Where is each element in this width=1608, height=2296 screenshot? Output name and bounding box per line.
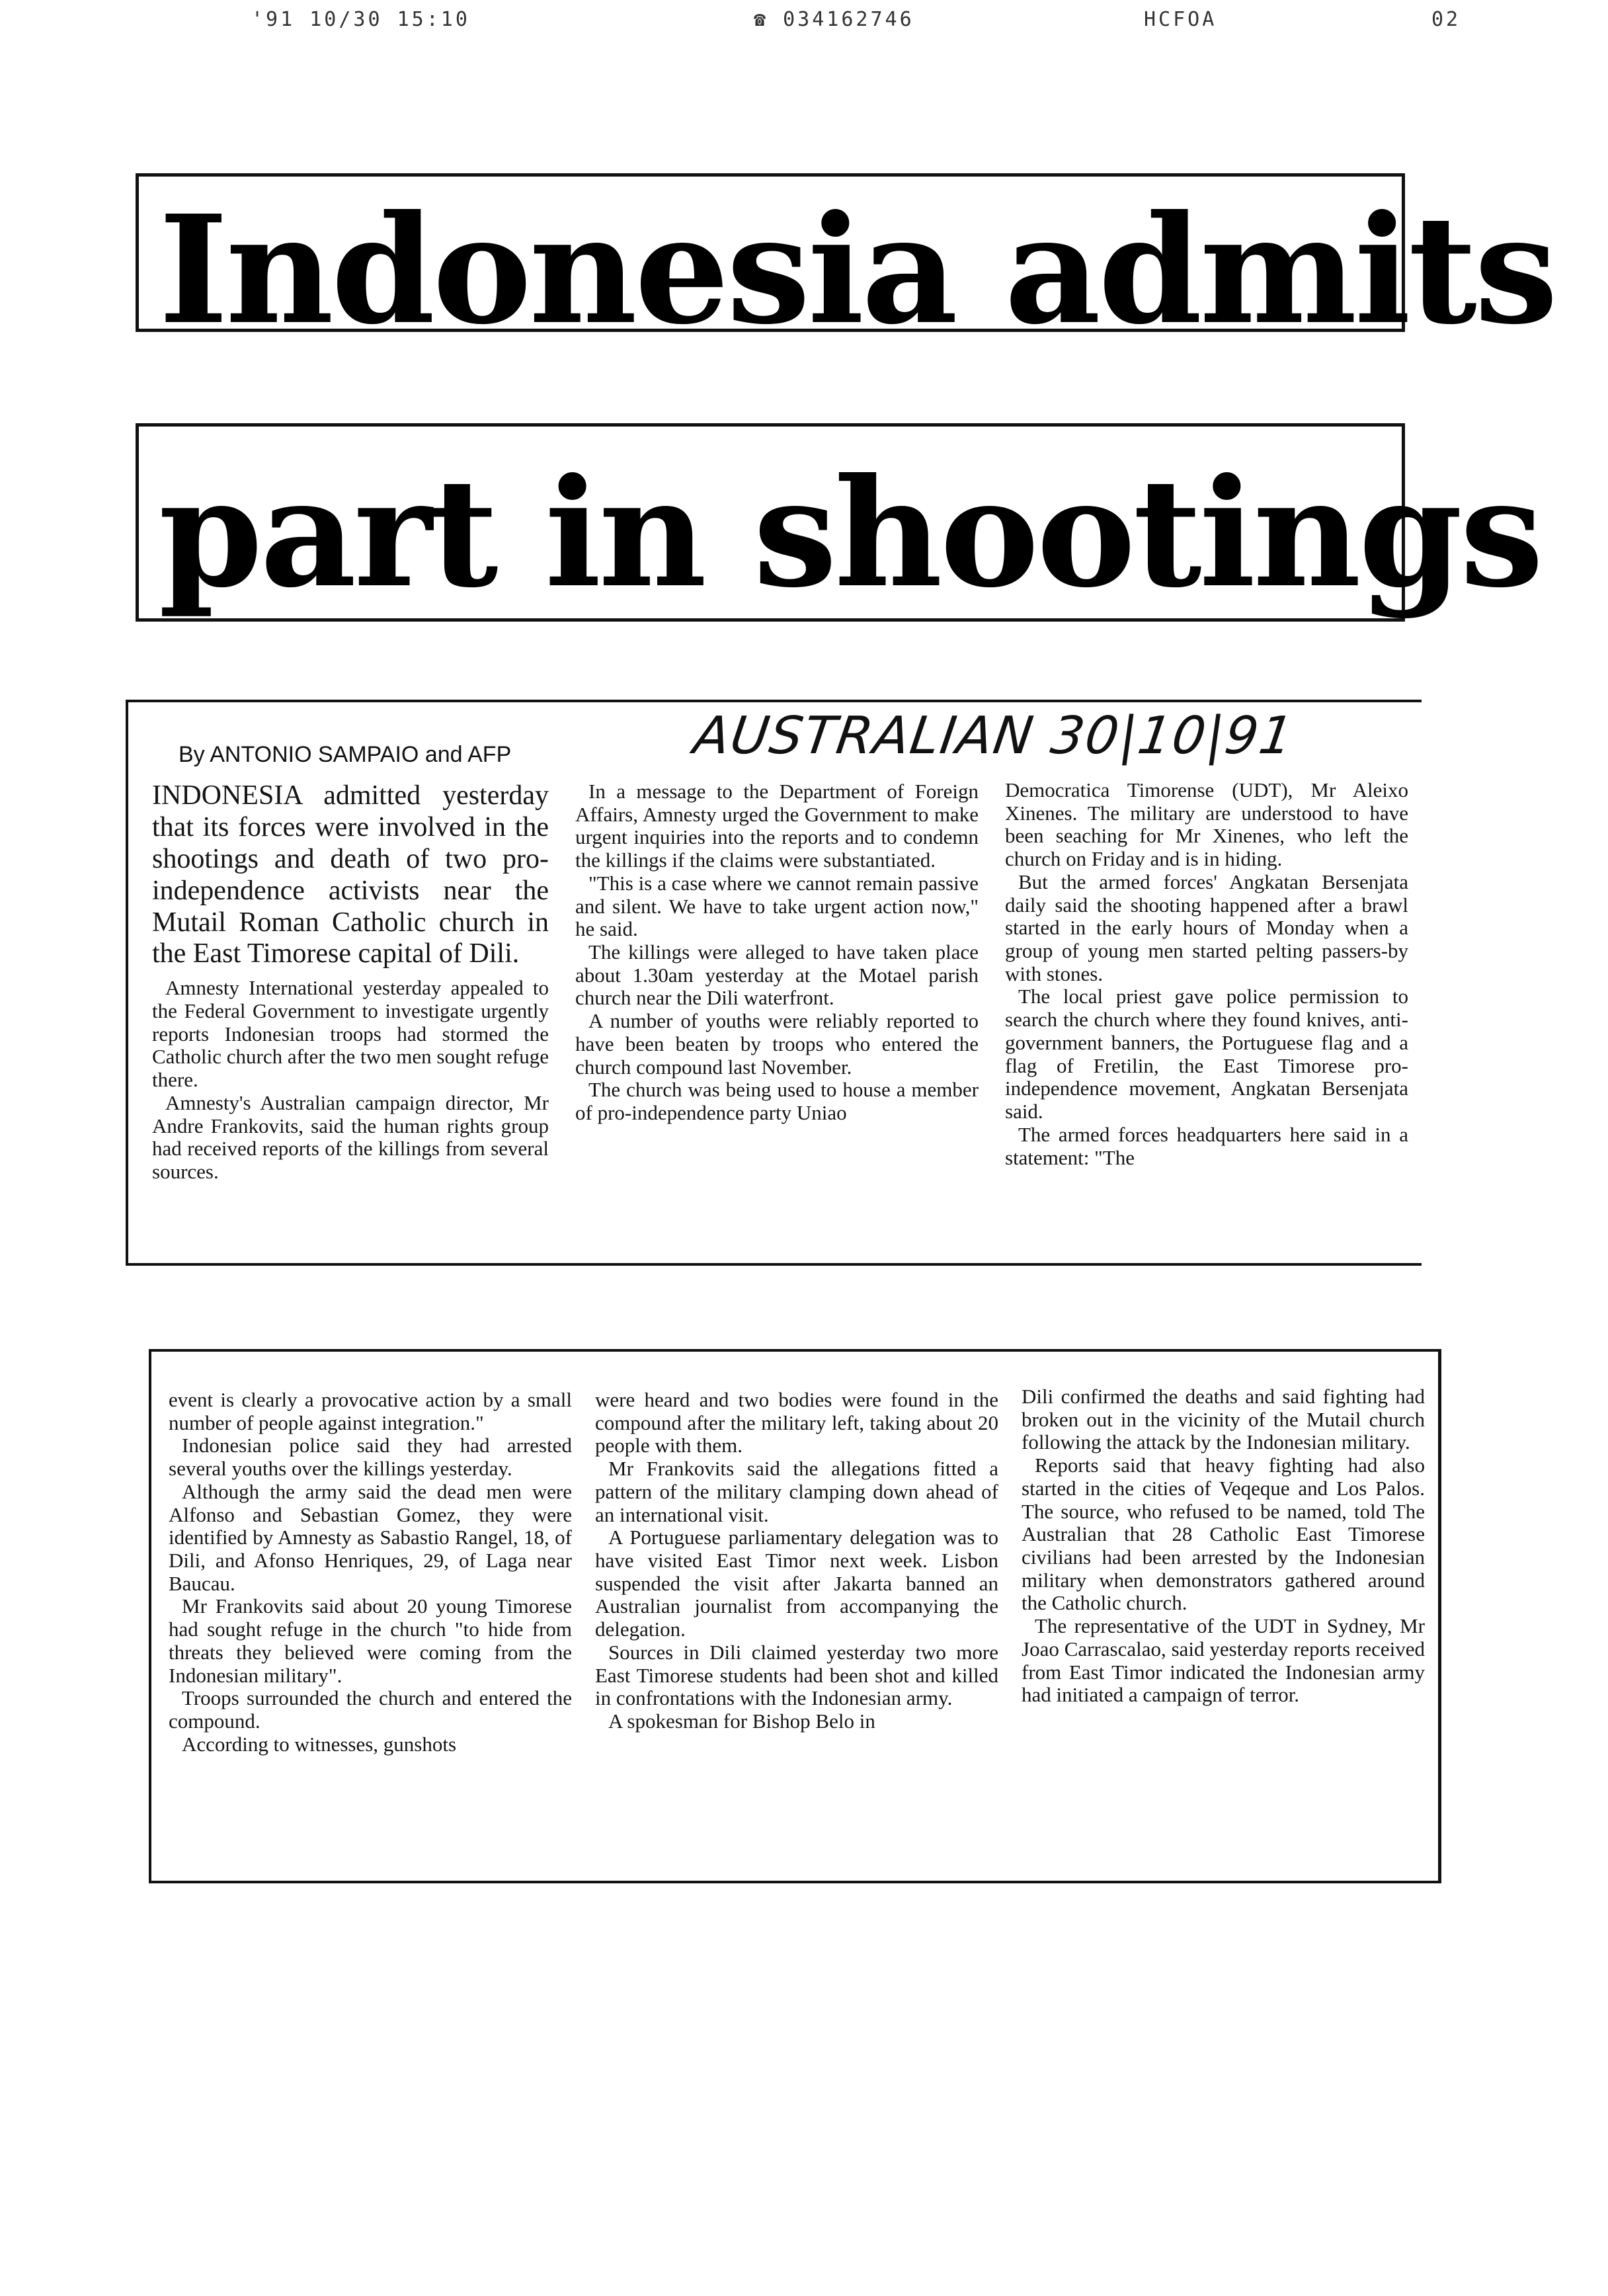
paragraph: The representative of the UDT in Sydney, Mr Joao Carrascalao, said yesterday reports received from East Timor indicated the Indonesian army had initiated a campaign of terror. [1022,1614,1425,1707]
paragraph: The church was being used to house a member of pro-independence party Uniao [575,1078,979,1125]
fax-page-number: 02 [1431,8,1461,31]
fax-sender-code: HCFOA [1144,8,1217,31]
paragraph: Amnesty International yesterday appealed to the Federal Government to investigate urgently reports Indonesian troops had stormed the Catholic church after the two men sought refuge there. [152,976,549,1092]
paragraph: The armed forces headquarters here said in a statement: "The [1005,1122,1408,1169]
paragraph: "This is a case where we cannot remain passive and silent. We have to take urgent action now," he said. [575,871,979,941]
paragraph: Amnesty's Australian campaign director, Mr Andre Frankovits, said the human rights group had received reports of the killings from several sources. [152,1090,549,1183]
lead-paragraph-text: INDONESIA admitted yesterday that its forces were involved in the shootings and death of two pro-independence activists near the Mutail Roman Catholic church in the East Timorese capital of Dili. [152,780,549,969]
headline-box-1 [136,173,1556,358]
paragraph: But the armed forces' Angkatan Bersenjata daily said the shooting happened after a brawl started in the early hours of Monday when a group of young men started pelting passers-by with stones. [1005,870,1408,985]
paragraph: A Portuguese parliamentary delegation was to have visited East Timor next week. Lisbon suspended the visit after Jakarta banned an Australian journalist from accompanying the delegation. [595,1526,998,1641]
headline-box-2 [136,423,1541,622]
paragraph: event is clearly a provocative action by a small number of people against integration." [169,1388,572,1434]
article-column-6 [1022,1385,1425,1707]
paragraph: Although the army said the dead men were Alfonso and Sebastian Gomez, they were identified by Amnesty as Sabastio Rangel, 18, of Dili, and Afonso Henriques, 29, of Laga near Baucau. [169,1479,572,1595]
paragraph: A spokesman for Bishop Belo in [608,1709,875,1733]
article-column-1 [152,780,549,1184]
paragraph: Mr Frankovits said the allegations fitted a pattern of the military clamping down ahead of an international visit. [595,1457,998,1526]
paragraph: The killings were alleged to have taken place about 1.30am yesterday at the Motael parish church near the Dili waterfront. [575,940,979,1010]
paragraph: Sources in Dili claimed yesterday two more East Timorese students had been shot and killed in confrontations with the Indonesian army. [595,1640,998,1710]
article-column-3 [1005,779,1408,1169]
article-column-2 [575,780,979,1125]
headline-line-1: Indonesia admits [159,183,1556,358]
headline-line-2: part in shootings [159,446,1541,621]
paragraph: Democratica Timorense (UDT), Mr Aleixo Xinenes. The military are understood to have been seaching for Mr Xinenes, who left the church on Friday and is in hiding. [1005,778,1408,871]
paragraph: The local priest gave police permission to search the church where they found knives, anti-government banners, the Portuguese flag and a flag of Fretilin, the East Timorese pro-independence movement, Angkatan Bersenjata said. [1005,985,1408,1124]
paragraph: A number of youths were reliably reported to have been beaten by troops who entered the church compound last November. [575,1009,979,1079]
byline: By ANTONIO SAMPAIO and AFP [179,742,512,767]
paragraph: Indonesian police said they had arrested several youths over the killings yesterday. [169,1434,572,1481]
paragraph: Mr Frankovits said about 20 young Timorese had sought refuge in the church "to hide from threats they believed were coming from the Indonesian military". [169,1594,572,1687]
fax-header [0,8,1608,41]
paragraph: Dili confirmed the deaths and said fighting had broken out in the vicinity of the Mutail church following the attack by the Indonesian military. [1022,1385,1425,1454]
paragraph: Troops surrounded the church and entered the compound. [169,1686,572,1733]
paragraph: According to witnesses, gunshots [182,1732,457,1756]
article-column-4 [169,1389,572,1756]
paragraph: Reports said that heavy fighting had also started in the cities of Veqeque and Los Palos. The source, who refused to be named, told The Australian that 28 Catholic East Timorese civilians had been arrested by the Indonesian military when demonstrators gathered around the Catholic church. [1022,1454,1425,1615]
fax-timestamp: '91 10/30 15:10 [251,8,470,31]
fax-phone-number: ☎ 034162746 [754,8,914,31]
article-column-5 [595,1389,998,1733]
lead-paragraph [152,780,549,970]
handwritten-source-note: AUSTRALIAN 30|10|91 [690,706,1298,766]
paragraph: In a message to the Department of Foreign Affairs, Amnesty urged the Government to make urgent inquiries into the reports and to condemn the killings if the claims were substantiated. [575,780,979,872]
paragraph: were heard and two bodies were found in the compound after the military left, taking about 20 people with them. [595,1388,998,1457]
